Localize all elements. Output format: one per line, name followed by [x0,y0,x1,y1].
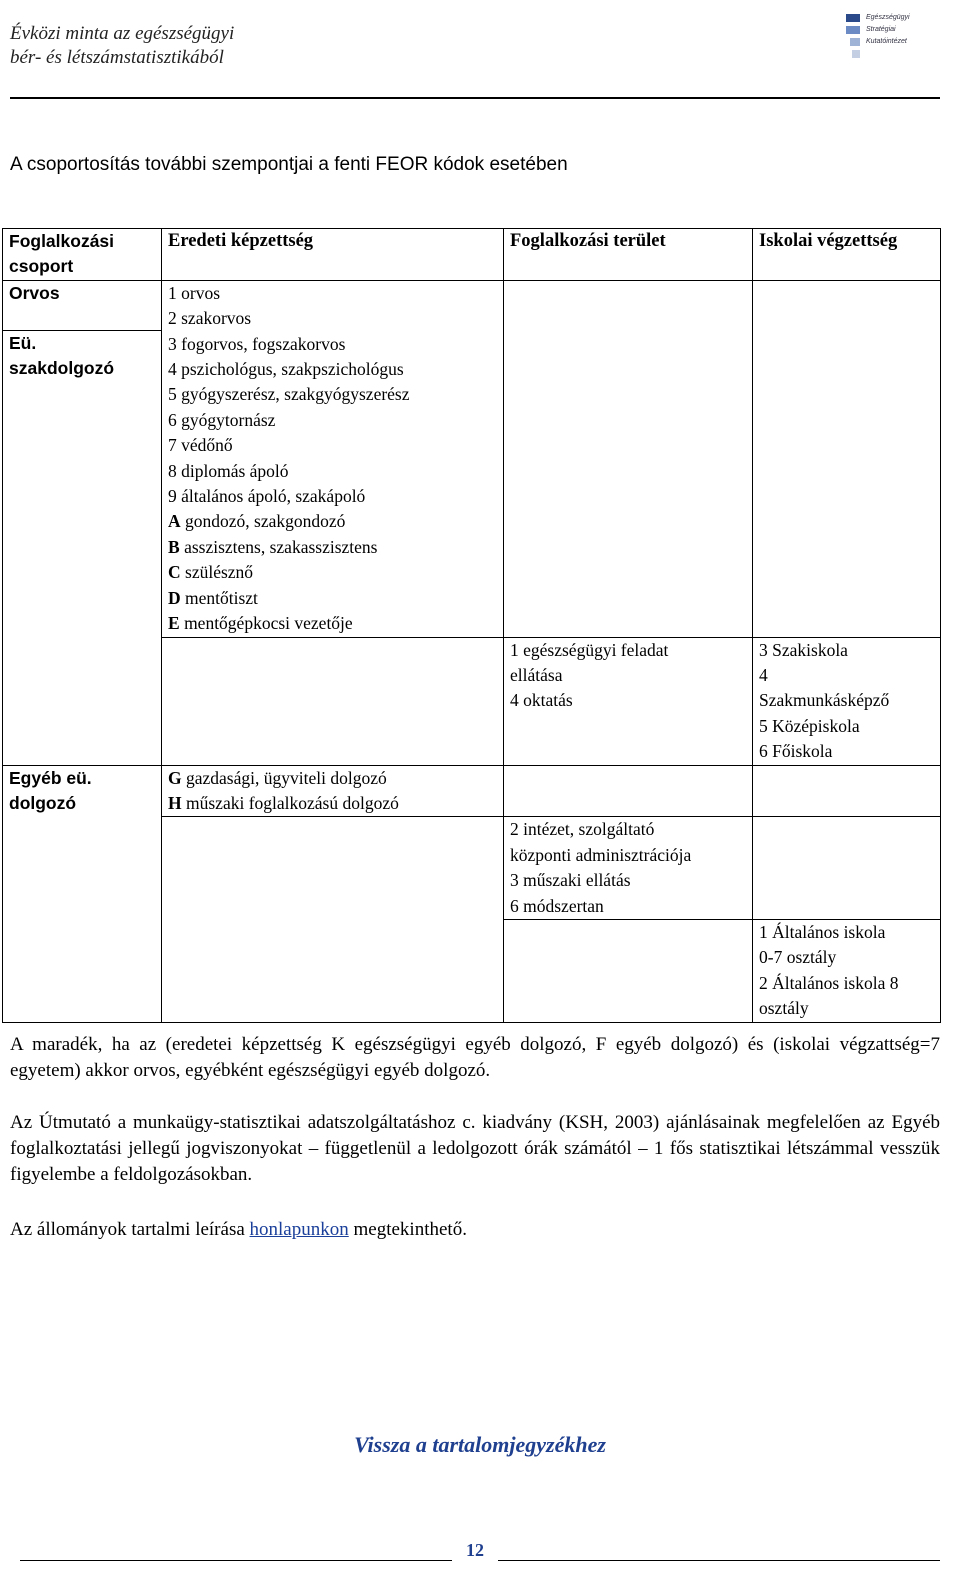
header-school: Iskolai végzettség [753,229,941,281]
training-item: 9 általános ápoló, szakápoló [168,486,366,507]
training-empty-2 [162,817,504,1022]
area-block-1: 1 egészségügyi feladat ellátása 4 oktatás [504,637,753,765]
training-item: C szülésznő [168,562,254,583]
homepage-link[interactable]: honlapunkon [249,1219,349,1240]
table-header-row [3,229,941,281]
training-item: B asszisztens, szakasszisztens [168,536,378,557]
logo-line-2: Stratégiai [866,26,896,33]
header-line-1: Évközi minta az egészségügyi [10,23,235,44]
training-item: 4 pszichológus, szakpszichológus [168,359,404,380]
training-item: 5 gyógyszerész, szakgyógyszerész [168,384,410,405]
area-block-2: 2 intézet, szolgáltató központi adminisztrációja 3 műszaki ellátás 6 módszertan [504,817,753,920]
training-item: E mentőgépkocsi vezetője [168,613,353,634]
training-item: H műszaki foglalkozású dolgozó [168,792,399,813]
header-divider [10,97,940,99]
footer-rule-left [20,1560,452,1561]
school-empty-1 [753,280,941,637]
school-empty-2 [753,765,941,817]
header-line-2: bér- és létszámstatisztikából [10,47,224,68]
training-empty [162,637,504,765]
logo-line-1: Egészségügyi [866,14,910,21]
training-item: A gondozó, szakgondozó [168,511,346,532]
training-item: 6 gyógytornász [168,409,276,430]
area-empty-3 [504,919,753,1022]
group-skilled-cont [3,637,162,765]
training-list [162,280,504,637]
header-group: Foglalkozási csoport [3,229,162,281]
back-to-toc-link[interactable]: Vissza a tartalomjegyzékhez [354,1432,606,1457]
page-number: 12 [466,1540,484,1560]
running-header [10,22,234,70]
table-row [3,637,941,765]
school-block-1: 3 Szakiskola 4 Szakmunkásképző 5 Középiskola 6 Főiskola [753,637,941,765]
paragraph-remainder-rule: A maradék, ha az (eredetei képzettség K egészségügyi egyéb dolgozó, F egyéb dolgozó) és (iskolai végzattség=7 egyetem) akkor orvos, egyébként egészségügyi egyéb dolgozó. [10,1034,940,1081]
group-skilled: Eü. szakdolgozó [3,330,162,637]
paragraph-ksh-guidance: Az Útmutató a munkaügy-statisztikai adatszolgáltatáshoz c. kiadvány (KSH, 2003) ajánlásainak megfelelően az Egyéb foglalkoztatási jellegű jogviszonyokat – függetlenül a ledolgozott órák számától – 1 fős statisztikai létszámmal vesszük figyelembe a feldolgozásokban. [10,1112,940,1185]
section-title: A csoportosítás további szempontjai a fenti FEOR kódok esetében [10,154,568,175]
group-other: Egyéb eü. dolgozó [3,765,162,1022]
table-row [3,765,941,817]
logo-line-3: Kutatóintézet [866,38,907,45]
footer-rule-right [498,1560,940,1561]
feor-grouping-table [2,228,941,1023]
institute-logo [846,8,942,84]
area-empty-2 [504,765,753,817]
group-doctor: Orvos [3,280,162,330]
other-training-list [162,765,504,817]
training-item: 3 fogorvos, fogszakorvos [168,333,346,354]
header-training: Eredeti képzettség [162,229,504,281]
training-item: 1 orvos [168,282,221,303]
training-item: 2 szakorvos [168,308,252,329]
training-item: 8 diplomás ápoló [168,460,289,481]
area-empty-1 [504,280,753,637]
header-area: Foglalkozási terület [504,229,753,281]
school-block-2: 1 Általános iskola 0-7 osztály 2 Általános iskola 8 osztály [753,919,941,1022]
training-item: 7 védőnő [168,435,233,456]
paragraph-description-link: Az állományok tartalmi leírása honlapunkon megtekinthető. [10,1219,467,1240]
training-item: G gazdasági, ügyviteli dolgozó [168,767,387,788]
school-empty-3 [753,817,941,920]
training-item: D mentőtiszt [168,587,258,608]
